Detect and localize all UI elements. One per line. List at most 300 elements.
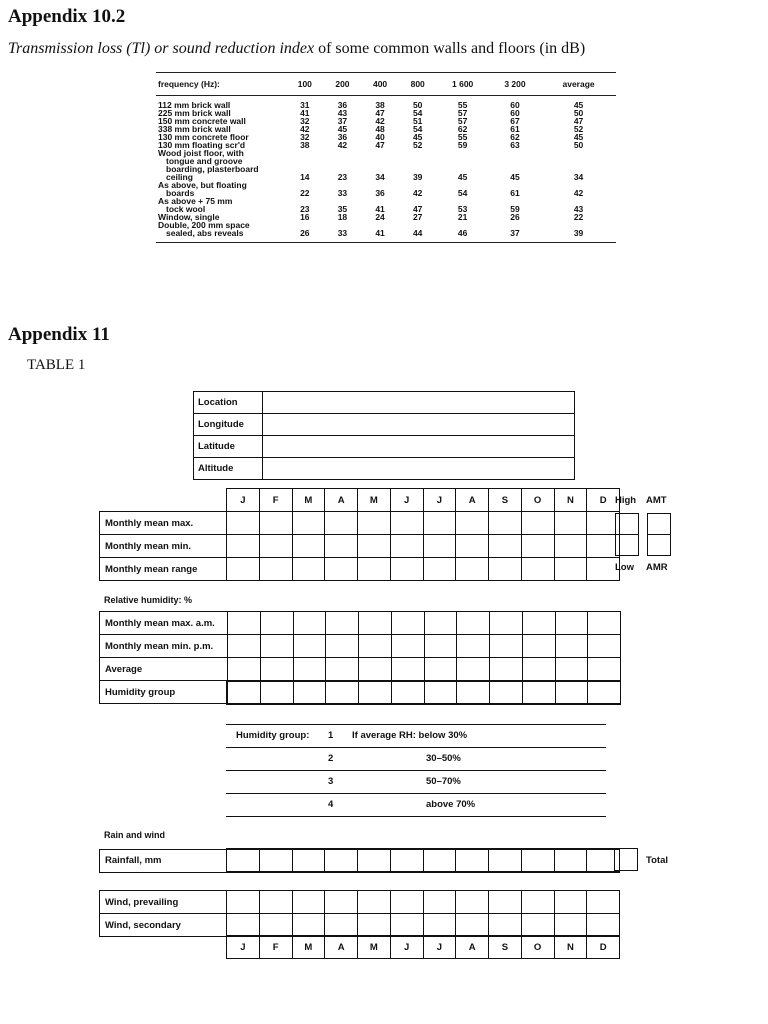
grid-cell bbox=[554, 891, 587, 914]
month-header: J bbox=[227, 936, 260, 959]
grid-cell bbox=[390, 558, 423, 581]
humidity-group-header: Humidity group: bbox=[236, 730, 310, 741]
table-cell: 63 bbox=[510, 140, 520, 150]
grid-cell bbox=[423, 914, 456, 937]
grid-cell bbox=[390, 891, 423, 914]
row-label: tongue and groove bbox=[166, 156, 243, 166]
table-cell: 34 bbox=[573, 172, 584, 182]
table-cell: 50 bbox=[573, 108, 584, 118]
table-cell: 62 bbox=[457, 124, 468, 134]
grid-cell bbox=[325, 914, 358, 937]
humidity-group-row bbox=[226, 793, 606, 817]
table-cell: 47 bbox=[375, 140, 385, 150]
grid-cell bbox=[521, 849, 554, 872]
grid-cell bbox=[292, 512, 325, 535]
grid-cell bbox=[489, 914, 522, 937]
month-header: F bbox=[259, 936, 292, 959]
freq-column-header: 400 bbox=[361, 73, 399, 96]
grid-cell bbox=[587, 914, 620, 937]
rain-wind-title: Rain and wind bbox=[104, 830, 166, 840]
grid-cell bbox=[259, 891, 292, 914]
table-cell: 36 bbox=[337, 132, 348, 142]
table-cell: 48 bbox=[375, 124, 385, 134]
grid-cell bbox=[259, 535, 292, 558]
grid-row bbox=[100, 558, 620, 581]
grid-cell bbox=[325, 558, 358, 581]
grid-row bbox=[100, 635, 621, 658]
grid-row-label: Monthly mean max. bbox=[100, 512, 227, 535]
grid-row-label: Humidity group bbox=[100, 681, 228, 704]
humidity-group-number: 3 bbox=[328, 776, 334, 787]
table-cell bbox=[324, 157, 362, 165]
humidity-group-legend bbox=[226, 724, 606, 817]
table-cell: 23 bbox=[300, 204, 310, 214]
grid-cell bbox=[260, 658, 293, 681]
grid-cell bbox=[259, 914, 292, 937]
grid-cell bbox=[359, 612, 392, 635]
grid-cell bbox=[292, 891, 325, 914]
grid-cell bbox=[555, 681, 588, 704]
month-header: D bbox=[587, 936, 620, 959]
table-cell: 52 bbox=[573, 124, 584, 134]
grid-cell bbox=[390, 914, 423, 937]
grid-cell bbox=[293, 658, 326, 681]
grid-cell bbox=[227, 512, 260, 535]
grid-cell bbox=[227, 612, 260, 635]
table-cell bbox=[541, 149, 616, 157]
table-cell: 55 bbox=[457, 132, 468, 142]
grid-cell bbox=[358, 535, 391, 558]
grid-cell bbox=[554, 535, 587, 558]
table-1-label: TABLE 1 bbox=[27, 357, 86, 373]
grid-cell bbox=[390, 512, 423, 535]
wind-grid bbox=[99, 890, 620, 937]
row-label: Wood joist floor, with bbox=[158, 148, 244, 158]
location-field-label: Longitude bbox=[194, 414, 263, 436]
table-cell: 42 bbox=[412, 188, 423, 198]
month-header: F bbox=[259, 489, 292, 512]
grid-cell bbox=[490, 681, 523, 704]
humidity-group-number: 4 bbox=[328, 799, 334, 810]
grid-cell bbox=[423, 849, 456, 872]
low-label: Low bbox=[615, 562, 634, 573]
row-label: ceiling bbox=[166, 172, 193, 182]
table-cell: 45 bbox=[510, 172, 520, 182]
grid-cell bbox=[227, 891, 260, 914]
row-label: sealed, abs reveals bbox=[156, 229, 286, 243]
grid-cell bbox=[260, 612, 293, 635]
grid-cell bbox=[489, 849, 522, 872]
humidity-title: Relative humidity: % bbox=[104, 595, 193, 605]
grid-cell bbox=[358, 891, 391, 914]
humidity-group-condition: above 70% bbox=[426, 799, 476, 810]
table-row bbox=[156, 229, 616, 243]
table-cell: 53 bbox=[457, 204, 468, 214]
grid-cell bbox=[227, 635, 260, 658]
row-label: As above + 75 mm bbox=[158, 196, 233, 206]
table-cell: 62 bbox=[510, 132, 520, 142]
grid-cell bbox=[555, 635, 588, 658]
row-label: 225 mm brick wall bbox=[158, 108, 231, 118]
location-field-value bbox=[263, 414, 575, 436]
table-cell: 33 bbox=[337, 188, 348, 198]
table-cell: 45 bbox=[412, 132, 423, 142]
grid-cell bbox=[259, 558, 292, 581]
grid-cell bbox=[588, 658, 621, 681]
table-cell: 47 bbox=[573, 116, 584, 126]
table-cell: 50 bbox=[412, 100, 423, 110]
table-cell: 21 bbox=[457, 212, 468, 222]
humidity-group-number: 2 bbox=[328, 753, 334, 764]
table-cell: 14 bbox=[300, 172, 310, 182]
grid-cell bbox=[554, 914, 587, 937]
blank-cell bbox=[100, 489, 227, 512]
grid-cell bbox=[359, 658, 392, 681]
grid-cell bbox=[489, 558, 522, 581]
grid-cell bbox=[521, 558, 554, 581]
location-field-value bbox=[263, 458, 575, 480]
grid-cell bbox=[522, 658, 555, 681]
freq-column-header: 800 bbox=[399, 73, 437, 96]
transmission-loss-table bbox=[156, 72, 616, 243]
month-header: A bbox=[325, 936, 358, 959]
month-header: D bbox=[587, 489, 620, 512]
grid-row-label: Wind, secondary bbox=[100, 914, 227, 937]
grid-cell bbox=[390, 535, 423, 558]
grid-cell bbox=[522, 681, 555, 704]
row-label: 150 mm concrete wall bbox=[158, 116, 246, 126]
grid-cell bbox=[293, 635, 326, 658]
grid-cell bbox=[358, 849, 391, 872]
table-cell: 36 bbox=[337, 100, 348, 110]
grid-cell bbox=[424, 658, 457, 681]
table-cell: 41 bbox=[300, 108, 310, 118]
amr-label: AMR bbox=[646, 562, 668, 573]
humidity-group-row bbox=[226, 770, 606, 793]
table-row bbox=[156, 205, 616, 213]
grid-row bbox=[100, 512, 620, 535]
grid-cell bbox=[227, 849, 260, 872]
grid-cell bbox=[490, 658, 523, 681]
grid-cell bbox=[259, 849, 292, 872]
table-cell bbox=[361, 157, 399, 165]
table-cell: 61 bbox=[510, 188, 520, 198]
humidity-group-row bbox=[226, 747, 606, 770]
month-header: J bbox=[423, 936, 456, 959]
table-cell: 46 bbox=[437, 229, 489, 243]
grid-cell bbox=[521, 535, 554, 558]
table-cell: 27 bbox=[412, 212, 423, 222]
table-cell: 61 bbox=[510, 124, 520, 134]
table-cell: 54 bbox=[457, 188, 468, 198]
month-header: M bbox=[358, 489, 391, 512]
table-cell: 43 bbox=[337, 108, 348, 118]
grid-cell bbox=[292, 849, 325, 872]
month-header: J bbox=[227, 489, 260, 512]
grid-cell bbox=[521, 914, 554, 937]
table-cell: 50 bbox=[573, 140, 584, 150]
month-footer-row bbox=[226, 935, 620, 959]
grid-cell bbox=[457, 681, 490, 704]
grid-cell bbox=[456, 914, 489, 937]
grid-cell bbox=[326, 681, 359, 704]
table-cell: 51 bbox=[412, 116, 423, 126]
month-header: M bbox=[358, 936, 391, 959]
table-cell: 38 bbox=[300, 140, 310, 150]
table-row bbox=[156, 197, 616, 205]
grid-cell bbox=[423, 512, 456, 535]
table-cell: 44 bbox=[399, 229, 437, 243]
grid-cell bbox=[424, 681, 457, 704]
table-cell: 42 bbox=[573, 188, 584, 198]
grid-cell bbox=[292, 558, 325, 581]
grid-cell bbox=[326, 635, 359, 658]
grid-cell bbox=[554, 512, 587, 535]
table-cell: 18 bbox=[337, 212, 348, 222]
month-header: O bbox=[521, 936, 554, 959]
table-cell: 42 bbox=[337, 140, 348, 150]
table-cell: 45 bbox=[573, 132, 584, 142]
grid-row-label: Monthly mean min. p.m. bbox=[100, 635, 228, 658]
total-label: Total bbox=[646, 855, 668, 866]
table-cell: 54 bbox=[412, 124, 423, 134]
table-cell: 47 bbox=[412, 204, 423, 214]
grid-cell bbox=[260, 681, 293, 704]
table-cell: 42 bbox=[375, 116, 385, 126]
grid-row-label: Monthly mean range bbox=[100, 558, 227, 581]
grid-cell bbox=[390, 849, 423, 872]
row-label: Double, 200 mm space bbox=[158, 220, 250, 230]
location-row bbox=[194, 458, 575, 480]
table-cell: 45 bbox=[457, 172, 468, 182]
table-cell: 57 bbox=[457, 108, 468, 118]
table-cell: 23 bbox=[337, 172, 348, 182]
grid-cell bbox=[490, 635, 523, 658]
table-cell: 40 bbox=[375, 132, 385, 142]
table-cell bbox=[437, 157, 489, 165]
table-cell bbox=[489, 149, 541, 157]
grid-row bbox=[100, 612, 621, 635]
row-label: 112 mm brick wall bbox=[158, 100, 231, 110]
table-cell: 36 bbox=[375, 188, 385, 198]
table-cell: 41 bbox=[361, 229, 399, 243]
grid-row-label: Monthly mean max. a.m. bbox=[100, 612, 228, 635]
row-label: boarding, plasterboard bbox=[166, 164, 259, 174]
row-label: boards bbox=[166, 188, 195, 198]
grid-cell bbox=[554, 849, 587, 872]
table-cell: 33 bbox=[324, 229, 362, 243]
location-field-value bbox=[263, 392, 575, 414]
table-cell: 26 bbox=[510, 212, 520, 222]
grid-row bbox=[100, 535, 620, 558]
location-field-label: Latitude bbox=[194, 436, 263, 458]
temperature-grid bbox=[99, 488, 620, 581]
table-cell bbox=[437, 149, 489, 157]
row-label: 130 mm floating scr'd bbox=[158, 140, 246, 150]
table-row bbox=[156, 96, 616, 110]
grid-cell bbox=[359, 635, 392, 658]
grid-cell bbox=[588, 681, 621, 704]
humidity-group-number: 1 bbox=[328, 730, 334, 741]
grid-cell bbox=[424, 635, 457, 658]
grid-row bbox=[100, 914, 620, 937]
grid-cell bbox=[259, 512, 292, 535]
grid-cell bbox=[227, 558, 260, 581]
grid-cell bbox=[391, 612, 424, 635]
table-cell: 43 bbox=[573, 204, 584, 214]
month-header: N bbox=[554, 936, 587, 959]
grid-cell bbox=[555, 612, 588, 635]
grid-cell bbox=[293, 681, 326, 704]
grid-cell bbox=[292, 535, 325, 558]
grid-cell bbox=[587, 891, 620, 914]
row-label: As above, but floating bbox=[158, 180, 247, 190]
table-cell bbox=[399, 157, 437, 165]
grid-cell bbox=[555, 658, 588, 681]
grid-cell bbox=[456, 535, 489, 558]
table-cell: 59 bbox=[457, 140, 468, 150]
month-header: J bbox=[390, 936, 423, 959]
grid-cell bbox=[424, 612, 457, 635]
location-table bbox=[193, 391, 575, 480]
grid-cell bbox=[588, 612, 621, 635]
grid-cell bbox=[457, 658, 490, 681]
grid-row bbox=[100, 658, 621, 681]
grid-cell bbox=[489, 891, 522, 914]
table-cell bbox=[399, 149, 437, 157]
humidity-group-condition: 30–50% bbox=[426, 753, 461, 764]
location-field-label: Altitude bbox=[194, 458, 263, 480]
freq-column-header: average bbox=[541, 73, 616, 96]
month-header: A bbox=[325, 489, 358, 512]
month-header: M bbox=[292, 489, 325, 512]
grid-cell bbox=[423, 535, 456, 558]
grid-cell bbox=[522, 635, 555, 658]
table-cell: 24 bbox=[375, 212, 385, 222]
grid-cell bbox=[292, 914, 325, 937]
table-cell: 41 bbox=[375, 204, 385, 214]
grid-cell bbox=[457, 612, 490, 635]
table-cell: 37 bbox=[489, 229, 541, 243]
freq-column-header: 100 bbox=[286, 73, 324, 96]
grid-cell bbox=[588, 635, 621, 658]
grid-cell bbox=[456, 558, 489, 581]
grid-cell bbox=[358, 558, 391, 581]
table-cell bbox=[489, 157, 541, 165]
grid-cell bbox=[325, 535, 358, 558]
grid-cell bbox=[456, 891, 489, 914]
table-cell: 32 bbox=[300, 116, 310, 126]
grid-cell bbox=[489, 512, 522, 535]
amt-amr-box bbox=[647, 513, 671, 556]
month-header-row bbox=[100, 489, 620, 512]
grid-cell bbox=[227, 658, 260, 681]
grid-cell bbox=[326, 612, 359, 635]
humidity-group-condition: If average RH: below 30% bbox=[352, 730, 468, 741]
grid-cell bbox=[260, 635, 293, 658]
grid-cell bbox=[391, 658, 424, 681]
table-cell: 52 bbox=[412, 140, 423, 150]
grid-cell bbox=[358, 512, 391, 535]
month-header: S bbox=[489, 936, 522, 959]
table-cell: 60 bbox=[510, 108, 520, 118]
grid-row-label: Rainfall, mm bbox=[100, 849, 227, 872]
month-header: O bbox=[521, 489, 554, 512]
grid-cell bbox=[456, 512, 489, 535]
location-row bbox=[194, 436, 575, 458]
table-cell bbox=[361, 149, 399, 157]
freq-column-header: 3 200 bbox=[489, 73, 541, 96]
grid-cell bbox=[391, 681, 424, 704]
grid-cell bbox=[359, 681, 392, 704]
grid-cell bbox=[293, 612, 326, 635]
grid-cell bbox=[325, 849, 358, 872]
row-label: Window, single bbox=[158, 212, 220, 222]
high-low-box bbox=[615, 513, 639, 556]
location-field-label: Location bbox=[194, 392, 263, 414]
table-cell bbox=[286, 157, 324, 165]
freq-column-header: 200 bbox=[324, 73, 362, 96]
table-cell: 16 bbox=[300, 212, 310, 222]
table-cell: 22 bbox=[300, 188, 310, 198]
table-cell: 39 bbox=[541, 229, 616, 243]
month-header: M bbox=[292, 936, 325, 959]
location-field-value bbox=[263, 436, 575, 458]
amt-label: AMT bbox=[646, 495, 667, 506]
grid-cell bbox=[423, 891, 456, 914]
table-cell: 37 bbox=[337, 116, 348, 126]
grid-cell bbox=[423, 558, 456, 581]
humidity-grid bbox=[99, 611, 621, 705]
table-cell: 39 bbox=[412, 172, 423, 182]
table-cell: 32 bbox=[300, 132, 310, 142]
month-header: J bbox=[423, 489, 456, 512]
table-cell: 47 bbox=[375, 108, 385, 118]
grid-row bbox=[100, 681, 621, 704]
month-header-row bbox=[227, 936, 620, 959]
table-cell: 59 bbox=[510, 204, 520, 214]
month-header: A bbox=[456, 489, 489, 512]
grid-cell bbox=[227, 681, 260, 704]
grid-cell bbox=[521, 891, 554, 914]
table-cell: 60 bbox=[510, 100, 520, 110]
grid-row-label: Wind, prevailing bbox=[100, 891, 227, 914]
grid-cell bbox=[457, 635, 490, 658]
month-header: A bbox=[456, 936, 489, 959]
grid-cell bbox=[456, 849, 489, 872]
row-label: 130 mm concrete floor bbox=[158, 132, 249, 142]
table-cell: 31 bbox=[300, 100, 310, 110]
grid-cell bbox=[358, 914, 391, 937]
humidity-group-row bbox=[226, 724, 606, 747]
rainfall-grid bbox=[99, 848, 620, 873]
table-cell: 42 bbox=[300, 124, 310, 134]
table-cell: 54 bbox=[412, 108, 423, 118]
freq-column-header: 1 600 bbox=[437, 73, 489, 96]
grid-cell bbox=[522, 612, 555, 635]
frequency-header: frequency (Hz): bbox=[156, 73, 286, 96]
rainfall-total-box bbox=[614, 848, 638, 871]
table-row bbox=[156, 165, 616, 173]
table-row bbox=[156, 181, 616, 189]
table-cell: 26 bbox=[286, 229, 324, 243]
table-cell bbox=[324, 149, 362, 157]
table-cell: 55 bbox=[457, 100, 468, 110]
table-cell bbox=[286, 149, 324, 157]
humidity-group-condition: 50–70% bbox=[426, 776, 461, 787]
table-cell: 38 bbox=[375, 100, 385, 110]
appendix-11-heading: Appendix 11 bbox=[8, 324, 110, 345]
